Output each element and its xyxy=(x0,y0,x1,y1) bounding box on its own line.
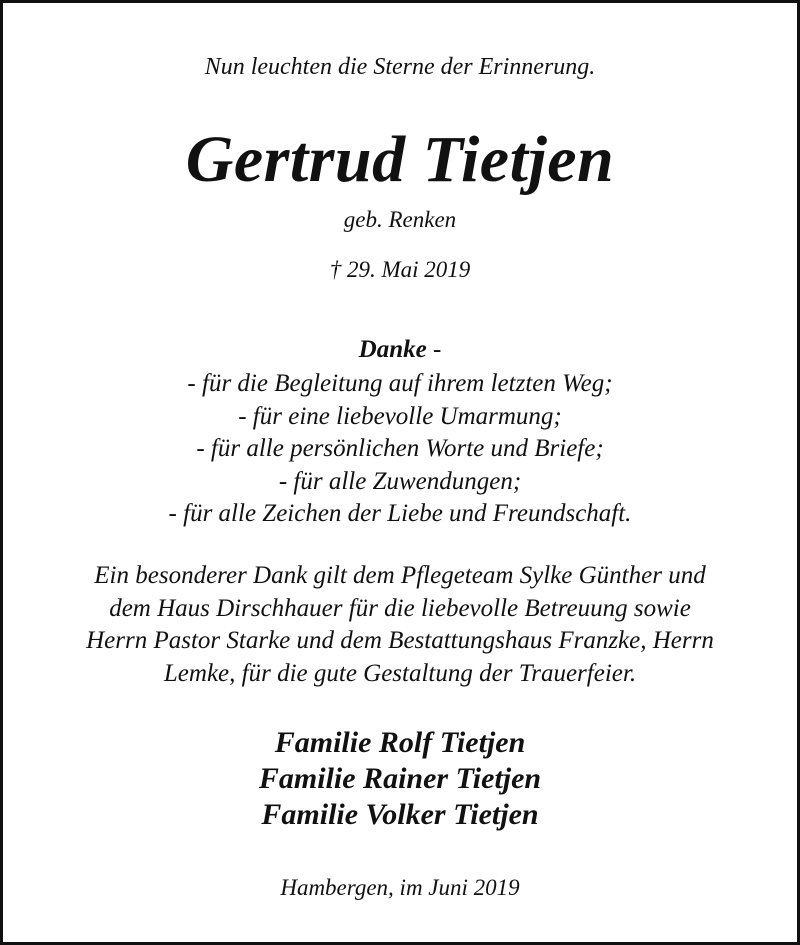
thanks-list xyxy=(0,368,800,531)
thanks-item: - für eine liebevolle Umarmung; xyxy=(238,402,562,430)
birth-name: geb. Renken xyxy=(343,207,457,232)
signers xyxy=(0,725,800,833)
special-thanks-line: Lemke, für die gute Gestaltung der Trauerfeier. xyxy=(163,659,637,687)
special-thanks-line: Herrn Pastor Starke und dem Bestattungshaus Franzke, Herrn xyxy=(86,627,714,654)
special-thanks-paragraph xyxy=(0,560,800,690)
death-date: † 29. Mai 2019 xyxy=(329,257,471,282)
signer-family: Familie Rainer Tietjen xyxy=(258,762,542,795)
special-thanks-line: dem Haus Dirschhauer für die liebevolle Betreuung sowie xyxy=(109,594,691,622)
place-date: Hambergen, im Juni 2019 xyxy=(280,875,520,900)
thanks-item: - für alle persönlichen Worte und Briefe; xyxy=(196,435,604,462)
thanks-heading-dash: - xyxy=(426,336,442,363)
signer-family: Familie Rolf Tietjen xyxy=(274,726,526,759)
special-thanks-line: Ein besonderer Dank gilt dem Pflegeteam Sylke Günther und xyxy=(94,562,706,589)
thanks-heading xyxy=(0,334,800,366)
thanks-heading-word: Danke xyxy=(358,336,427,363)
signer-family: Familie Volker Tietjen xyxy=(261,798,539,831)
thanks-item: - für alle Zuwendungen; xyxy=(278,467,522,495)
motto: Nun leuchten die Sterne der Erinnerung. xyxy=(204,54,596,80)
deceased-name: Gertrud Tietjen xyxy=(185,123,615,196)
thanks-item: - für die Begleitung auf ihrem letzten Weg; xyxy=(187,370,613,397)
thanks-item: - für alle Zeichen der Liebe und Freundschaft. xyxy=(168,500,632,527)
